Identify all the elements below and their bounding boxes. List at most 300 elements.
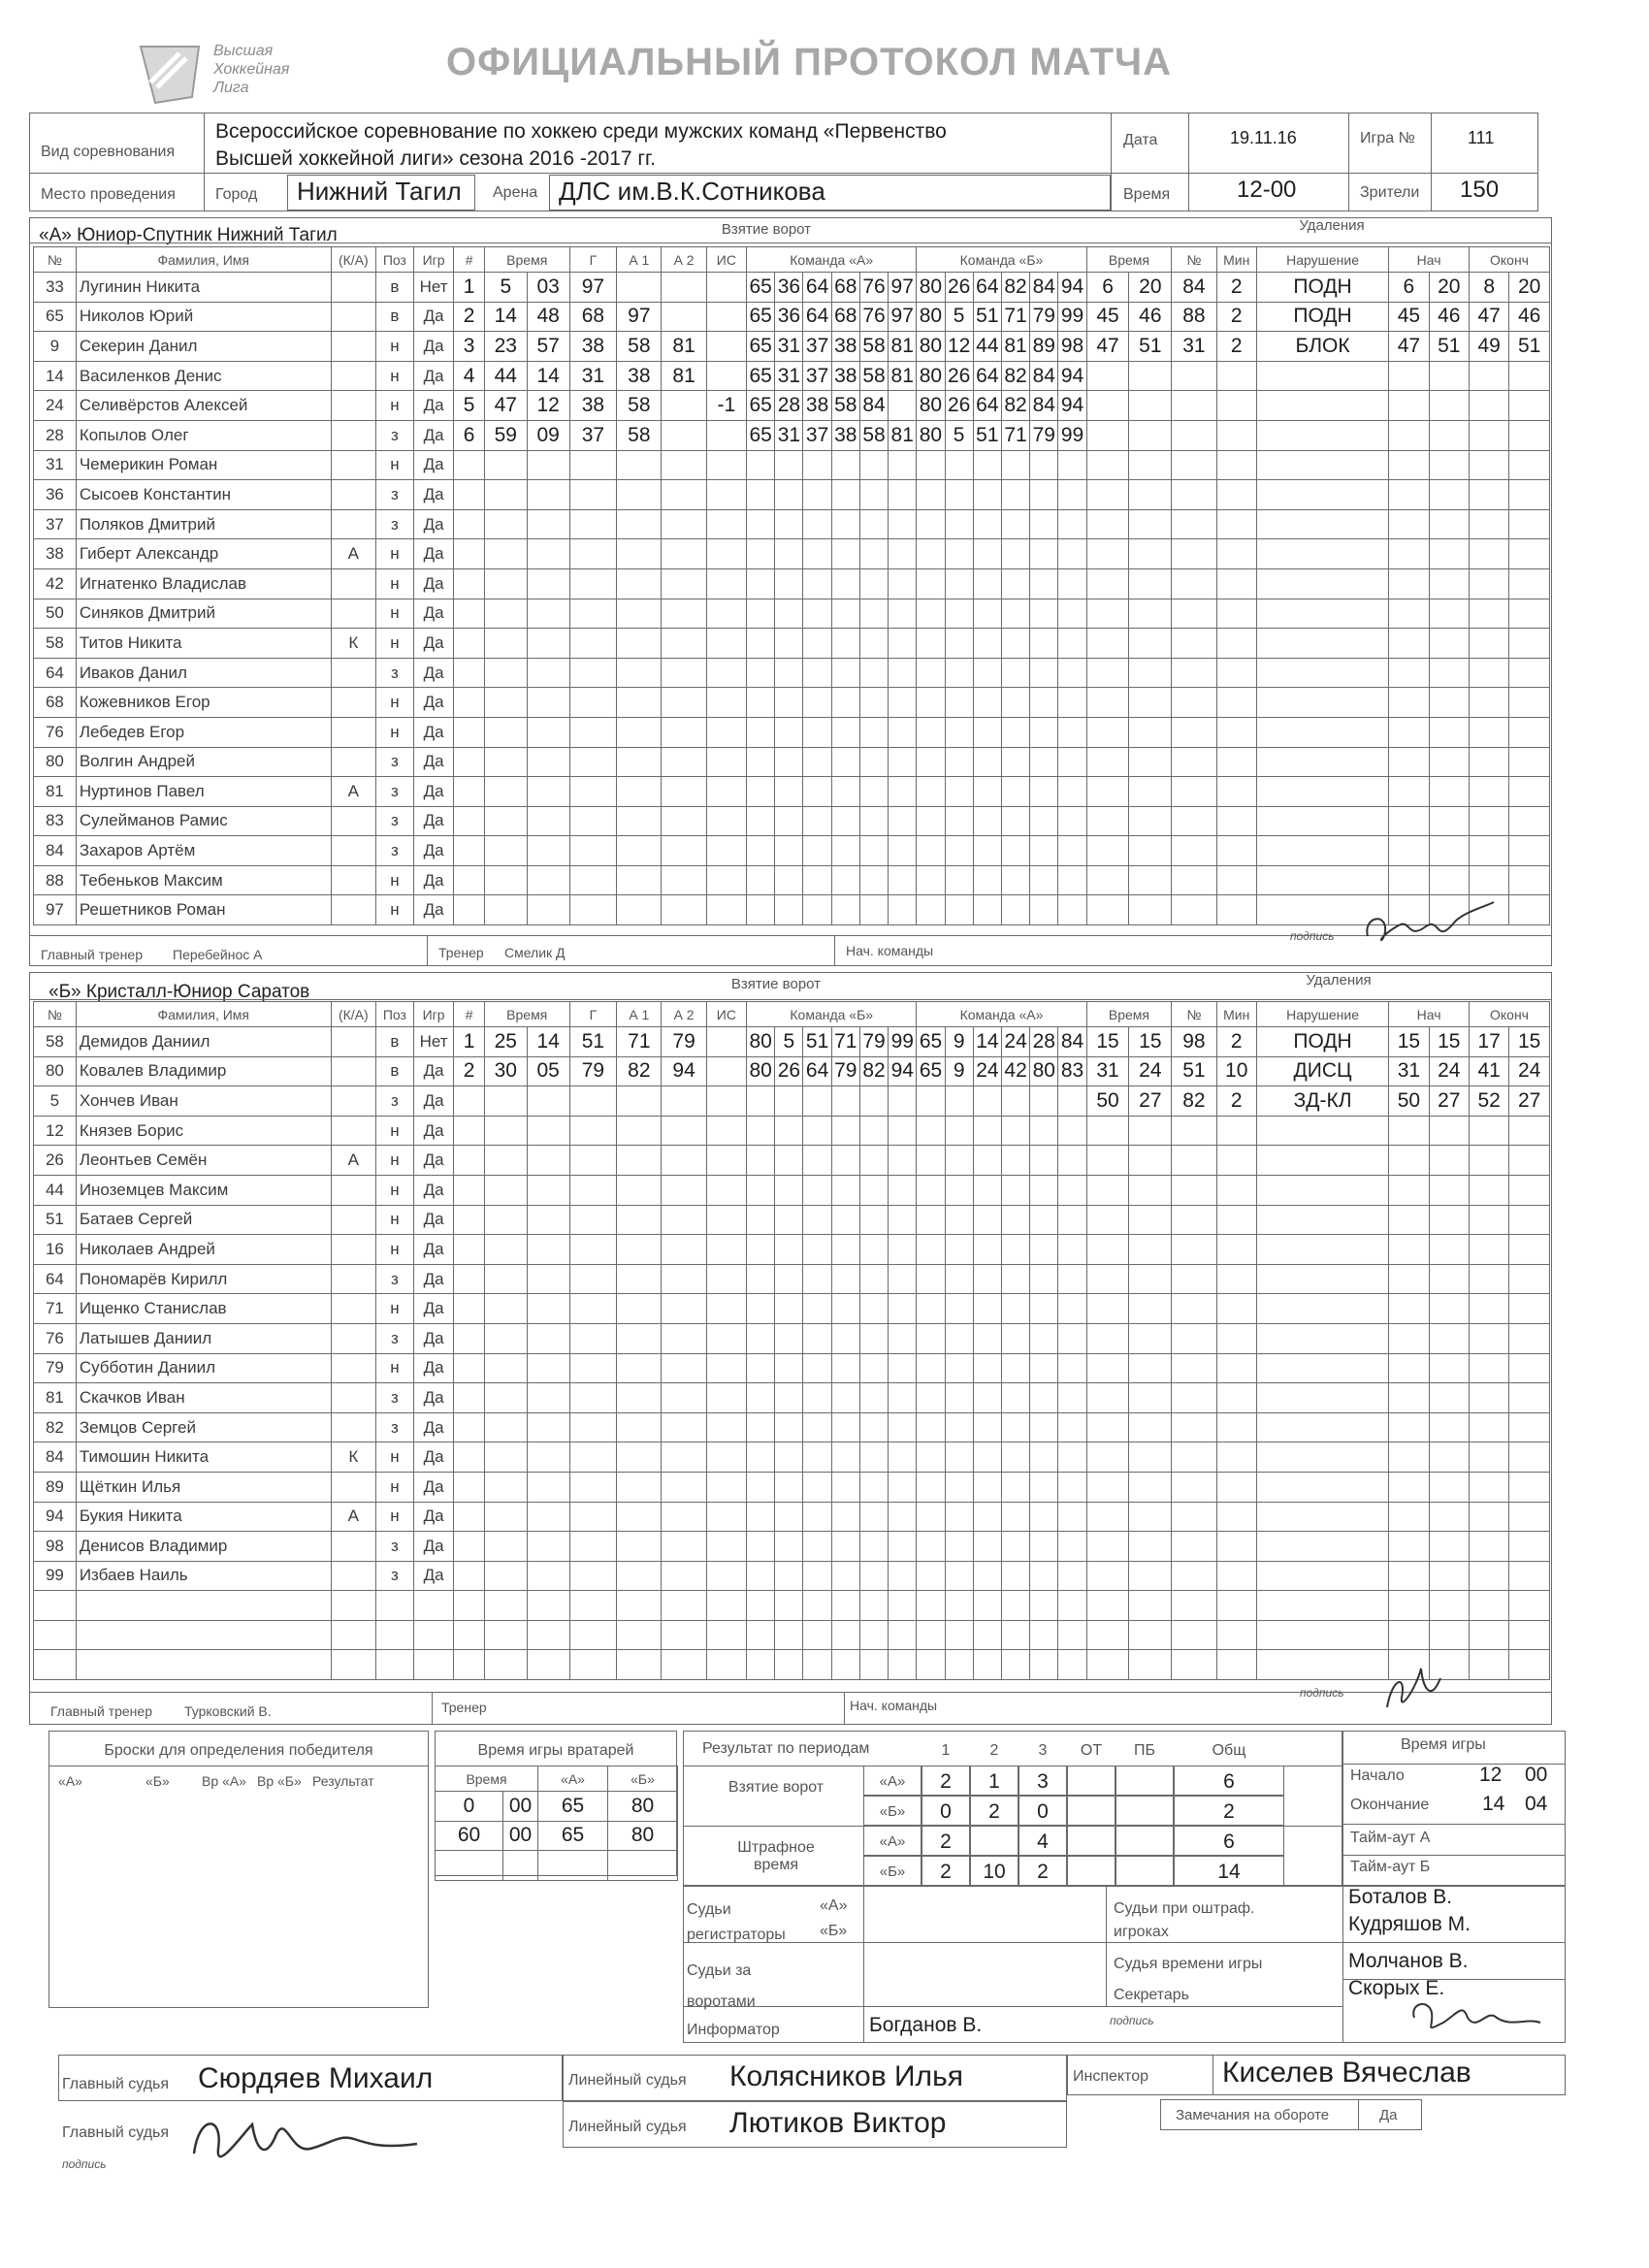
team-b-player-position: н [375,1353,413,1383]
team-b-penalty-cell [1086,1294,1129,1324]
team-a-penalty-cell: 47 [1469,302,1508,332]
team-b-penalty-cell [1216,1146,1256,1176]
period-header: 1 [941,1742,951,1759]
team-b-header-cell: Время [1086,1002,1172,1027]
team-b-penalty-cell [1509,1620,1550,1650]
team-a-header-cell: Нарушение [1256,247,1388,273]
team-b-row [34,1235,1550,1265]
team-b-goal-cell [1030,1412,1058,1442]
team-b-player-name: Букия Никита [76,1502,331,1532]
team-a-goal-cell [1030,865,1058,895]
team-a-goal-cell [569,599,617,629]
team-a-penalty-cell [1129,658,1172,688]
team-a-penalty-cell [1172,420,1216,450]
team-b-goal-cell [1002,1412,1030,1442]
team-b-penalty-cell [1129,1116,1172,1146]
team-b-goal-cell [662,1205,706,1235]
team-b-penalty-cell [1389,1472,1429,1502]
team-b-player-role [331,1205,375,1235]
competition-line1: Всероссийское соревнование по хоккею среди мужских команд «Первенство [215,120,947,143]
team-a-goal-cell [706,599,746,629]
team-b-penalty-cell [1509,1146,1550,1176]
team-b-goal-cell [1058,1294,1086,1324]
team-a-player-position: в [375,302,413,332]
team-b-goal-cell [889,1383,917,1413]
team-b-penalty-cell [1216,1650,1256,1680]
team-b-penalty-cell [1129,1472,1172,1502]
team-a-goal-cell [889,480,917,510]
team-b-penalty-cell [1216,1532,1256,1562]
team-b-goal-cell [859,1591,888,1621]
team-a-penalty-cell [1129,509,1172,539]
team-b-head-coach: Турковский В. [184,1703,272,1719]
team-a-goal-cell [527,568,569,599]
team-a-player-number: 14 [34,361,77,391]
team-a-goal-cell [1001,599,1029,629]
team-b-player-played: Да [413,1561,453,1591]
team-b-goal-cell [662,1383,706,1413]
team-b-penalty-cell [1469,1294,1508,1324]
team-a-penalty-cell [1429,391,1469,421]
team-a-goal-cell: 65 [747,361,775,391]
team-a-goal-cell [527,777,569,807]
team-b-goal-cell [747,1561,775,1591]
team-a-goal-cell: 26 [945,361,973,391]
team-a-penalty-cell [1086,420,1129,450]
penalty-judge-1: Боталов В. [1348,1886,1453,1908]
team-b-goal-cell [484,1472,527,1502]
team-b-goal-cell [1058,1205,1086,1235]
team-a-goal-cell: 23 [484,332,527,362]
team-b-penalty-cell [1469,1472,1508,1502]
team-b-goal-cell [454,1086,485,1117]
team-b-goal-cell [945,1412,973,1442]
team-a-goal-cell [569,539,617,569]
team-a-penalty-cell [1256,777,1388,807]
team-b-goal-cell [1030,1591,1058,1621]
game-start-label: Начало [1350,1767,1405,1784]
team-a-goal-cell [973,806,1001,836]
team-b-goal-cell [747,1353,775,1383]
team-b-penalty-cell: 15 [1509,1027,1550,1057]
team-b-penalty-cell [1389,1591,1429,1621]
team-b-player-role [331,1532,375,1562]
team-b-goal-cell [917,1591,945,1621]
team-b-penalty-cell [1509,1116,1550,1146]
team-b-penalty-cell [1429,1620,1469,1650]
team-a-goal-cell [747,450,775,480]
team-b-goal-cell [706,1561,746,1591]
team-a-goal-cell [945,747,973,777]
team-a-goal-cell: 71 [1001,302,1029,332]
team-b-goal-cell [917,1472,945,1502]
team-b-goal-cell [706,1650,746,1680]
team-b-goal-cell [569,1116,617,1146]
team-a-goal-cell: 47 [484,391,527,421]
team-a-player-played: Да [413,332,453,362]
team-b-goal-cell [917,1650,945,1680]
team-a-player-name: Николов Юрий [76,302,331,332]
result-cell: 3 [1018,1766,1067,1796]
team-a-penalty-cell [1256,391,1388,421]
team-a-goal-cell [1001,865,1029,895]
team-a-goal-cell [706,836,746,866]
team-b-penalty-cell [1389,1532,1429,1562]
goalie-row [436,1821,678,1851]
team-a-goal-cell [859,480,888,510]
team-a-goal-cell: 36 [775,302,803,332]
team-a-header-cell: Команда «А» [747,247,917,273]
team-b-penalty-cell [1256,1175,1388,1205]
team-a-goal-cell: 97 [617,302,662,332]
team-a-goal-cell [617,658,662,688]
team-b-goal-cell [454,1205,485,1235]
team-b-penalty-cell [1216,1620,1256,1650]
team-a-goal-cell [1030,777,1058,807]
team-b-penalty-cell [1469,1650,1508,1680]
team-a-penalty-cell [1216,658,1256,688]
team-a-goal-cell [706,717,746,747]
team-a-goal-cell [889,568,917,599]
team-b-penalty-cell [1129,1502,1172,1532]
team-b-penalty-cell [1389,1294,1429,1324]
team-a-goal-cell: 82 [1001,273,1029,303]
team-a-goal-cell: 65 [747,273,775,303]
team-b-goal-cell [1058,1650,1086,1680]
team-b-penalty-cell [1469,1116,1508,1146]
team-a-goal-cell [484,747,527,777]
team-a-row [34,836,1550,866]
team-a-goal-cell [484,717,527,747]
team-a-goal-cell: 64 [803,302,831,332]
team-b-goal-cell [889,1086,917,1117]
team-a-penalty-cell [1469,717,1508,747]
team-b-penalty-cell [1129,1323,1172,1353]
team-a-goal-cell [662,480,706,510]
team-a-player-number: 65 [34,302,77,332]
team-b-goal-cell: 26 [775,1056,803,1086]
team-a-player-position: н [375,895,413,925]
team-a-penalty-cell [1172,836,1216,866]
team-b-goal-cell [973,1146,1001,1176]
team-b-player-number: 71 [34,1294,77,1324]
team-a-penalty-cell: 47 [1086,332,1129,362]
team-b-goal-cell [945,1442,973,1473]
team-a-goal-cell [617,777,662,807]
team-a-goal-cell [917,480,945,510]
team-a-penalty-cell [1216,777,1256,807]
team-a-goal-cell [662,599,706,629]
team-b-player-name: Тимошин Никита [76,1442,331,1473]
team-a-goal-cell [527,895,569,925]
team-a-player-name: Селивёрстов Алексей [76,391,331,421]
team-b-goal-cell [1002,1353,1030,1383]
team-a-goal-cell [569,509,617,539]
team-a-penalty-cell [1256,658,1388,688]
team-a-penalty-cell [1389,865,1429,895]
team-b-goal-cell [973,1294,1001,1324]
team-a-player-number: 84 [34,836,77,866]
team-a-header-cell: Время [484,247,569,273]
team-a-goal-cell [775,629,803,659]
referee-label-2: Главный судья [62,2124,170,2141]
team-b-goal-cell: 79 [859,1027,888,1057]
team-a-goal-cell [706,450,746,480]
timeout-b-label: Тайм-аут Б [1350,1859,1431,1875]
team-a-goal-cell [747,836,775,866]
informer: Богданов В. [869,2014,983,2036]
team-a-goal-cell [527,747,569,777]
team-b-goal-cell [945,1620,973,1650]
team-a-goal-cell [1030,480,1058,510]
time-label: Время [1123,186,1171,203]
team-b-goal-cell [617,1205,662,1235]
team-a-goal-cell [803,568,831,599]
team-b-goal-cell [831,1412,859,1442]
team-b-penalty-cell [1129,1175,1172,1205]
team-b-penalty-cell [1389,1146,1429,1176]
team-b-goal-cell [617,1472,662,1502]
team-b-penalty-cell [1256,1264,1388,1294]
team-a-player-position: н [375,865,413,895]
team-b-goal-cell [662,1650,706,1680]
team-b-goal-cell [527,1650,569,1680]
team-a-goal-cell: 2 [454,302,485,332]
team-a-penalty-cell [1086,895,1129,925]
team-b-goal-cell [803,1561,831,1591]
team-b-goal-cell [454,1442,485,1473]
team-b-goal-cell [1030,1235,1058,1265]
team-b-goal-cell [889,1294,917,1324]
team-b-goal-cell [831,1235,859,1265]
team-a-player-role [331,895,375,925]
team-a-goal-cell: 97 [889,273,917,303]
team-a-goal-cell [454,806,485,836]
team-b-goal-cell [569,1620,617,1650]
game-value: 111 [1468,128,1495,147]
shootout-col-label: «Б» [146,1773,170,1789]
team-b-goal-cell [775,1532,803,1562]
team-b-penalty-cell [1256,1442,1388,1473]
team-a-goal-cell [1001,836,1029,866]
team-a-goal-cell [1001,747,1029,777]
team-b-goal-cell [1002,1086,1030,1117]
team-a-goal-cell [1030,450,1058,480]
team-b-penalty-cell [1509,1353,1550,1383]
team-b-goal-cell [803,1264,831,1294]
team-a-player-position: н [375,332,413,362]
team-a-goal-cell [1001,717,1029,747]
team-b-row [34,1205,1550,1235]
team-b-goal-cell [917,1412,945,1442]
team-b-penalty-cell [1216,1502,1256,1532]
team-a-player-role [331,568,375,599]
team-a-player-position: з [375,777,413,807]
team-b-penalty-cell: 10 [1216,1056,1256,1086]
team-a-penalty-cell [1469,539,1508,569]
team-a-goal-cell [831,747,859,777]
team-b-goal-cell [662,1116,706,1146]
team-a-player-played: Да [413,302,453,332]
team-a-row [34,361,1550,391]
team-b-goal-cell [1030,1561,1058,1591]
team-a-player-played: Нет [413,273,453,303]
team-a-penalty-cell [1086,599,1129,629]
team-a-goal-cell [859,658,888,688]
team-b-penalty-cell [1172,1472,1216,1502]
team-a-penalty-cell [1389,688,1429,718]
team-b-header-cell: Команда «Б» [747,1002,917,1027]
team-a-goal-cell [1058,658,1086,688]
team-a-goal-cell [1030,747,1058,777]
team-a-goal-cell [527,509,569,539]
team-a-penalty-cell [1389,599,1429,629]
team-b-penalty-cell [1172,1146,1216,1176]
goalie-cell: 65 [538,1792,608,1822]
team-a-goal-cell: 81 [662,361,706,391]
team-a-row [34,599,1550,629]
team-a-goal-cell [706,806,746,836]
team-a-penalty-cell: 46 [1129,302,1172,332]
team-b-goal-cell [454,1502,485,1532]
penalty-judge-2: Кудряшов М. [1348,1913,1471,1935]
team-b-player-name: Ковалев Владимир [76,1056,331,1086]
team-a-player-position: н [375,599,413,629]
team-b-goal-cell [1058,1116,1086,1146]
team-b-penalty-cell: 17 [1469,1027,1508,1057]
timeout-a-label: Тайм-аут А [1350,1830,1431,1846]
team-a-goal-cell [1030,539,1058,569]
team-a-captain-label: Нач. команды [846,943,934,958]
team-b-player-played: Да [413,1532,453,1562]
team-b-goal-cell: 9 [945,1056,973,1086]
team-a-goal-cell [1058,450,1086,480]
team-a-penalty-cell [1429,480,1469,510]
team-a-penalty-cell [1469,391,1508,421]
team-a-goal-cell [889,509,917,539]
team-a-goal-cell [527,836,569,866]
team-b-goal-cell: 14 [973,1027,1001,1057]
results-pim-label: Штрафное время [737,1839,815,1873]
team-b-penalty-cell [1429,1294,1469,1324]
team-a-penalty-cell: 84 [1172,273,1216,303]
team-b-header-cell: Поз [375,1002,413,1027]
team-b-goal-cell [803,1146,831,1176]
team-a-penalty-cell [1469,568,1508,599]
team-b-goal-cell [973,1532,1001,1562]
team-b-penalty-cell [1469,1383,1508,1413]
team-a-goal-cell [617,450,662,480]
team-a-penalty-cell [1172,806,1216,836]
team-b-penalty-cell [1256,1502,1388,1532]
team-a-goal-cell [662,747,706,777]
team-b-goal-cell [706,1502,746,1532]
team-b-goal-cell [454,1650,485,1680]
team-b-penalty-cell [1509,1264,1550,1294]
team-a-penalty-cell [1509,480,1550,510]
team-a-player-position: н [375,539,413,569]
team-a-goal-cell [484,599,527,629]
team-a-goal-cell [803,480,831,510]
team-a-player-name: Синяков Дмитрий [76,599,331,629]
team-a-penalty-cell [1389,777,1429,807]
team-b-sign-label: подпись [1300,1686,1344,1700]
team-b-row [34,1650,1550,1680]
team-b-penalty-cell [1172,1353,1216,1383]
team-b-penalty-cell [1389,1116,1429,1146]
team-a-penalty-cell [1086,539,1129,569]
team-a-goal-cell [1058,480,1086,510]
team-a-goal-cell [1058,836,1086,866]
team-b-goal-cell [889,1532,917,1562]
team-a-goal-cell: 26 [945,391,973,421]
team-a-goal-cell [1030,895,1058,925]
team-a-penalty-cell [1509,747,1550,777]
team-b-player-name: Пономарёв Кирилл [76,1264,331,1294]
team-a-penalty-cell [1509,777,1550,807]
team-b-goal-cell [945,1294,973,1324]
team-b-goal-cell [889,1650,917,1680]
team-b-penalty-cell [1469,1235,1508,1265]
team-a-header-cell: Игр [413,247,453,273]
game-end-label: Окончание [1350,1797,1430,1813]
team-a-goal-cell [775,717,803,747]
team-b-goal-cell [945,1383,973,1413]
team-a-penalty-cell [1086,629,1129,659]
team-a-goal-cell [859,747,888,777]
team-b-goal-cell [662,1086,706,1117]
team-b-penalty-cell [1216,1591,1256,1621]
team-b-penalty-cell [1172,1294,1216,1324]
team-a-goal-cell: 84 [1030,391,1058,421]
team-b-goal-cell [454,1591,485,1621]
team-b-goal-cell [945,1591,973,1621]
team-b-penalty-cell [1256,1561,1388,1591]
team-b-goal-cell [747,1235,775,1265]
team-b-penalty-cell: 41 [1469,1056,1508,1086]
team-b-goal-cell [831,1591,859,1621]
team-a-goal-cell: 94 [1058,391,1086,421]
team-a-penalty-cell [1129,836,1172,866]
team-a-goal-cell [484,806,527,836]
team-a-goal-cell [775,865,803,895]
team-b-player-number: 76 [34,1323,77,1353]
team-b-player-number: 26 [34,1146,77,1176]
team-b-player-number [34,1650,77,1680]
team-b-goal-cell [945,1532,973,1562]
team-b-goal-cell [859,1116,888,1146]
team-a-goal-cell [803,509,831,539]
team-a-goal-cell [945,658,973,688]
team-a-penalty-cell [1129,747,1172,777]
team-a-player-role [331,302,375,332]
team-a-goal-cell [617,717,662,747]
goalie-cell: 60 [436,1821,503,1851]
team-b-goal-cell [1002,1502,1030,1532]
team-a-player-name: Нуртинов Павел [76,777,331,807]
team-b-player-played: Да [413,1146,453,1176]
team-a-penalty-cell [1216,450,1256,480]
team-b-player-role: А [331,1146,375,1176]
team-b-goal-cell [454,1294,485,1324]
team-b-penalty-cell [1256,1591,1388,1621]
team-a-goal-cell [889,688,917,718]
team-b-penalty-cell [1509,1323,1550,1353]
team-b-penalty-cell [1086,1561,1129,1591]
team-a-goal-cell [1030,629,1058,659]
team-b-goal-cell [973,1650,1001,1680]
team-b-penalty-cell [1086,1442,1129,1473]
